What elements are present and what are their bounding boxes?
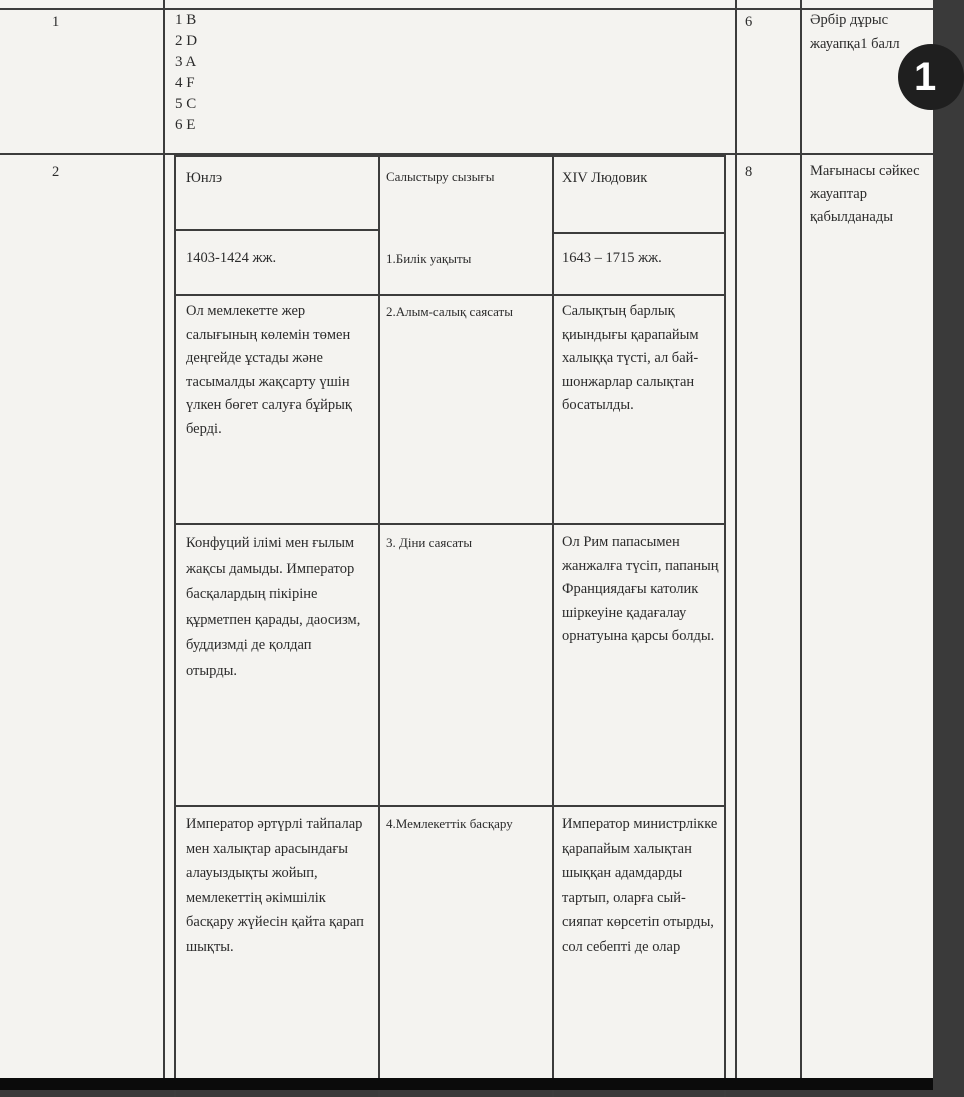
row1-answers	[175, 10, 197, 136]
answer-item: 2 D	[175, 33, 198, 49]
cell-louis-reign: 1643 – 1715 жж.	[562, 250, 662, 266]
row-divider	[176, 523, 724, 525]
answer-item: 1 B	[175, 12, 197, 28]
cell-louis-religion: Ол Рим папасымен жанжалға түсіп, папаның Франциядағы католик шіркеуіне қадағалау орнатуына қарсы болды.	[562, 534, 719, 644]
header-louis-xiv: XIV Людовик	[562, 170, 648, 186]
score-badge: 1	[898, 44, 964, 110]
bottom-bar	[0, 1078, 933, 1090]
answer-item: 4 F	[175, 75, 195, 91]
row-divider	[176, 229, 378, 231]
col-divider	[163, 0, 165, 1078]
row-divider	[552, 232, 724, 234]
col-divider	[800, 0, 802, 1078]
col-divider	[735, 0, 737, 1078]
cell-criterion-religion: 3. Діни саясаты	[386, 535, 473, 550]
answer-item: 6 E	[175, 117, 196, 133]
row2-criteria: Мағынасы сәйкес жауаптар қабылданады	[810, 163, 920, 225]
cell-louis-tax: Салықтың барлық қиындығы қарапайым халыққа түсті, ал бай-шонжарлар салықтан босатылды.	[562, 303, 699, 413]
cell-criterion-tax: 2.Алым-салық саясаты	[386, 304, 513, 319]
cell-yongle-governance: Император әртүрлі тайпалар мен халықтар арасындағы алауыздықты жойып, мемлекеттің әкімшілік басқару жүйесін қайта қарап шықты.	[186, 816, 364, 955]
answer-item: 3 A	[175, 54, 197, 70]
cell-yongle-tax: Ол мемлекетте жер салығының көлемін төмен деңгейде ұстады және тасымалды жақсарту үшін үлкен бөгет салуға бұйрық берді.	[186, 303, 352, 437]
cell-criterion-reign: 1.Билік уақыты	[386, 251, 472, 266]
comparison-table	[174, 155, 726, 1097]
col-divider	[378, 157, 380, 1097]
answer-item: 5 C	[175, 96, 197, 112]
row2-points: 8	[745, 164, 753, 180]
header-comparison-line: Салыстыру сызығы	[386, 169, 495, 184]
col-divider	[552, 157, 554, 1097]
cell-criterion-governance: 4.Мемлекеттік басқару	[386, 816, 513, 831]
table-top-border	[0, 8, 933, 10]
row1-number: 1	[52, 14, 60, 30]
row-divider	[176, 294, 724, 296]
row1-points: 6	[745, 14, 753, 30]
cell-louis-governance: Император министрлікке қарапайым халықтан шыққан адамдарды тартып, оларға сый-сияпат көрсетіп отырды, сол себепті де олар	[562, 816, 718, 955]
cell-yongle-reign: 1403-1424 жж.	[186, 250, 277, 266]
row-divider	[176, 805, 724, 807]
row2-number: 2	[52, 164, 60, 180]
header-yongle: Юнлэ	[186, 170, 223, 186]
row1-criteria: Әрбір дұрыс жауапқа1 балл	[810, 12, 900, 52]
cell-yongle-religion: Конфуций ілімі мен ғылым жақсы дамыды. Император басқалардың пікіріне құрметпен қарады, даосизм, буддизмді де қолдап отырды.	[186, 535, 361, 679]
